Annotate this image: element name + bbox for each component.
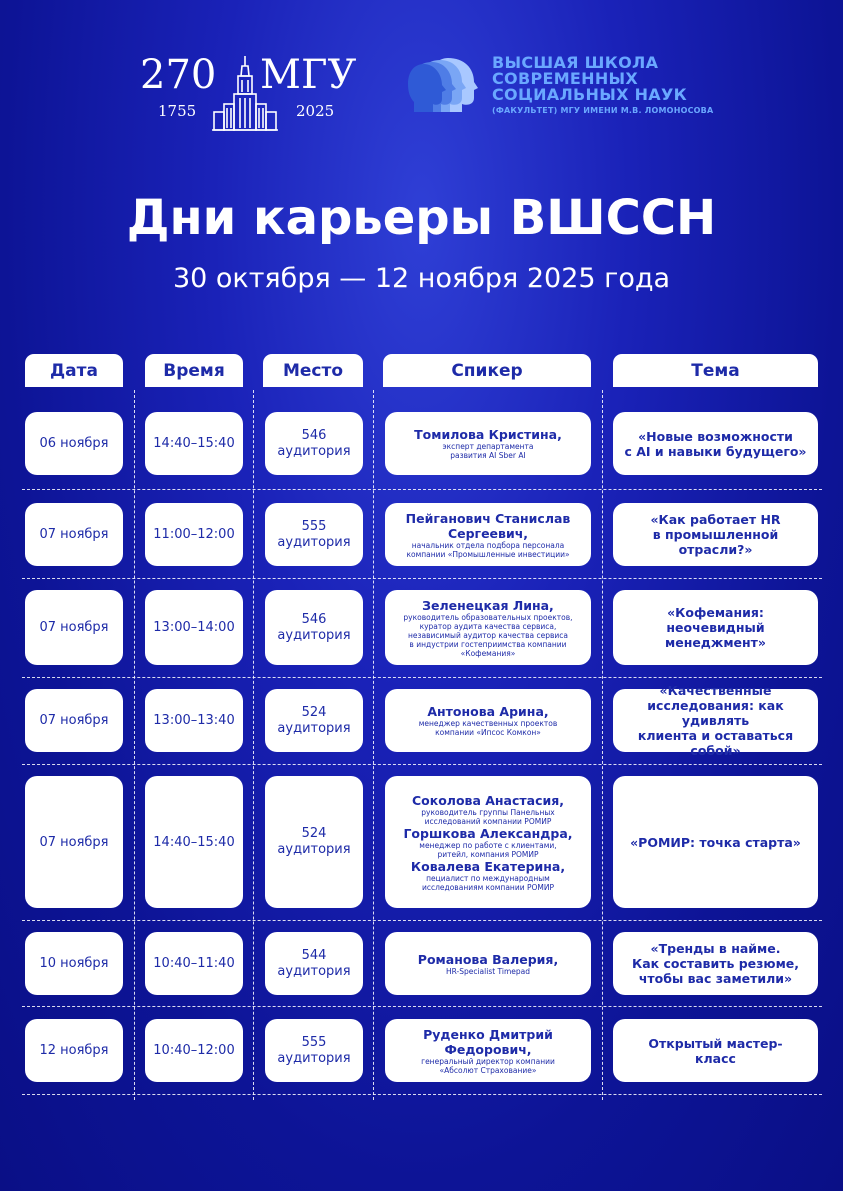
topic-line: класс xyxy=(695,1050,736,1066)
speaker-entry xyxy=(418,952,558,976)
speaker-role-line: «Абсолют Страхование» xyxy=(439,1065,537,1075)
topic-line: «Новые возможности xyxy=(638,428,793,444)
time-text: 14:40–15:40 xyxy=(153,834,235,850)
row-divider xyxy=(22,489,822,490)
room-number: 544 xyxy=(301,947,327,963)
time-text: 11:00–12:00 xyxy=(153,527,235,542)
speaker-entry xyxy=(385,511,591,559)
room-label: аудитория xyxy=(277,1050,351,1066)
date-cell xyxy=(25,1019,123,1082)
speaker-name: Соколова Анастасия, xyxy=(411,792,565,808)
date-text: 06 ноября xyxy=(39,436,109,451)
topic-cell xyxy=(613,590,818,665)
speaker-name: Руденко Дмитрий Федорович, xyxy=(423,1026,553,1057)
speaker-role-line: генеральный директор компании xyxy=(421,1056,555,1066)
column-divider xyxy=(253,390,254,1100)
room-number: 546 xyxy=(301,611,327,627)
msu-270-logo xyxy=(140,52,372,132)
time-text: 10:40–12:00 xyxy=(153,1043,235,1058)
row-divider xyxy=(22,578,822,579)
topic-line: «Качественные xyxy=(659,683,772,698)
speaker-name: Романова Валерия, xyxy=(417,951,559,967)
speaker-role-line: развития AI Sber AI xyxy=(450,451,526,460)
date-cell xyxy=(25,689,123,752)
date-text: 12 ноября xyxy=(39,1043,109,1058)
speaker-entry xyxy=(385,1027,591,1075)
speaker-role-line: начальник отдела подбора персонала xyxy=(411,540,565,550)
place-cell xyxy=(265,503,363,566)
msu-building-icon xyxy=(212,54,278,132)
date-text: 07 ноября xyxy=(39,713,109,728)
room-label: аудитория xyxy=(277,720,351,736)
topic-line: менеджмент» xyxy=(665,635,766,650)
date-cell xyxy=(25,776,123,908)
speaker-entry xyxy=(412,793,564,826)
topic-cell xyxy=(613,776,818,908)
school-faces-logo-icon xyxy=(408,54,488,114)
speaker-entry xyxy=(397,598,578,658)
row-divider xyxy=(22,920,822,921)
topic-line: «Как работает HR xyxy=(650,512,781,527)
speaker-name: Антонова Арина, xyxy=(427,704,549,719)
speaker-entry xyxy=(403,826,572,859)
topic-line: «Кофемания: неочевидный xyxy=(666,605,765,635)
page-subtitle: 30 октября — 12 ноября 2025 года xyxy=(172,263,671,294)
speaker-entry xyxy=(411,859,565,892)
school-name-line-2: СОВРЕМЕННЫХ xyxy=(492,69,639,88)
speaker-role-line: руководитель образовательных проектов, xyxy=(403,612,573,622)
time-text: 13:00–13:40 xyxy=(153,713,235,728)
room-label: аудитория xyxy=(277,443,351,459)
time-cell xyxy=(145,412,243,475)
topic-cell xyxy=(613,503,818,566)
time-cell xyxy=(145,503,243,566)
header-date: Дата xyxy=(25,354,123,387)
speaker-entry xyxy=(413,704,564,737)
time-cell xyxy=(145,776,243,908)
topic-line: в промышленной отрасли?» xyxy=(652,527,779,557)
speaker-role-line: исследованиям компании РОМИР xyxy=(422,882,554,892)
header-place: Место xyxy=(263,354,363,387)
date-cell xyxy=(25,412,123,475)
row-divider xyxy=(22,764,822,765)
school-logo-text xyxy=(492,55,713,117)
place-cell xyxy=(265,689,363,752)
header-speaker: Спикер xyxy=(383,354,591,387)
speaker-role-line: компании «Промышленные инвестиции» xyxy=(406,549,570,559)
topic-cell xyxy=(613,412,818,475)
column-divider xyxy=(373,390,374,1100)
speaker-role-line: исследований компании РОМИР xyxy=(424,816,552,826)
room-number: 555 xyxy=(301,518,327,534)
date-text: 07 ноября xyxy=(39,834,109,850)
date-text: 07 ноября xyxy=(39,620,109,635)
time-cell xyxy=(145,689,243,752)
speaker-role-line: компании «Ипсос Комкон» xyxy=(435,728,541,737)
date-cell xyxy=(25,503,123,566)
speaker-role-line: куратор аудита качества сервиса, xyxy=(419,621,557,631)
row-divider xyxy=(22,1006,822,1007)
speaker-cell xyxy=(385,776,591,908)
time-text: 10:40–11:40 xyxy=(153,956,235,971)
topic-line: Открытый мастер- xyxy=(648,1035,783,1051)
speaker-name: Пейганович Станислав Сергеевич, xyxy=(405,510,571,541)
speaker-role-line: менеджер по работе с клиентами, xyxy=(419,840,557,850)
speaker-entry xyxy=(414,427,562,460)
speaker-role-line: HR-Specialist Timepad xyxy=(445,966,531,976)
speaker-name: Горшкова Александра, xyxy=(403,825,573,841)
speaker-role-line: руководитель группы Панельных xyxy=(421,807,555,817)
speaker-role-line: пециалист по международным xyxy=(426,873,550,883)
topic-cell xyxy=(613,932,818,995)
speaker-name: Зеленецкая Лина, xyxy=(422,597,554,613)
place-cell xyxy=(265,590,363,665)
room-label: аудитория xyxy=(277,842,351,857)
time-cell xyxy=(145,932,243,995)
time-cell xyxy=(145,1019,243,1082)
speaker-cell xyxy=(385,1019,591,1082)
room-label: аудитория xyxy=(277,534,351,550)
topic-line: клиента и оставаться собой» xyxy=(637,728,794,758)
column-divider xyxy=(134,390,135,1100)
topic-line: с AI и навыки будущего» xyxy=(624,443,807,459)
topic-line: чтобы вас заметили» xyxy=(638,971,793,986)
place-cell xyxy=(265,1019,363,1082)
msu-year-end: 2025 xyxy=(296,102,335,120)
speaker-role-line: ритейл, компания РОМИР xyxy=(437,849,539,859)
topic-cell xyxy=(613,1019,818,1082)
date-cell xyxy=(25,932,123,995)
speaker-role-line: менеджер качественных проектов xyxy=(418,719,558,728)
place-cell xyxy=(265,776,363,908)
header-topic: Тема xyxy=(613,354,818,387)
topic-line: «Тренды в найме. xyxy=(650,941,781,956)
speaker-cell xyxy=(385,689,591,752)
room-number: 524 xyxy=(301,704,327,720)
school-name-line-3: СОЦИАЛЬНЫХ НАУК xyxy=(492,85,688,104)
speaker-role-line: независимый аудитор качества сервиса xyxy=(407,630,568,640)
page-title: Дни карьеры ВШССН xyxy=(126,190,717,246)
row-divider xyxy=(22,1094,822,1095)
topic-line: исследования: как удивлять xyxy=(647,698,784,728)
date-cell xyxy=(25,590,123,665)
time-cell xyxy=(145,590,243,665)
topic-cell xyxy=(613,683,818,758)
speaker-cell xyxy=(385,932,591,995)
room-label: аудитория xyxy=(277,627,351,643)
school-name-line-1: ВЫСШАЯ ШКОЛА xyxy=(492,53,659,72)
time-text: 14:40–15:40 xyxy=(153,436,235,451)
msu-anniversary-number: 270 xyxy=(140,52,217,98)
speaker-role-line: в индустрии гостеприимства компании xyxy=(409,639,567,649)
topic-line: «РОМИР: точка старта» xyxy=(630,834,801,850)
date-text: 10 ноября xyxy=(39,956,109,971)
speaker-name: Томилова Кристина, xyxy=(414,427,562,442)
room-number: 546 xyxy=(301,427,327,443)
speaker-role-line: эксперт департамента xyxy=(442,442,534,451)
column-divider xyxy=(602,390,603,1100)
speaker-cell xyxy=(385,590,591,665)
speaker-cell xyxy=(385,412,591,475)
topic-line: Как составить резюме, xyxy=(631,956,800,971)
time-text: 13:00–14:00 xyxy=(153,620,235,635)
header-time: Время xyxy=(145,354,243,387)
room-number: 555 xyxy=(301,1034,327,1050)
date-text: 07 ноября xyxy=(39,527,109,542)
room-number: 524 xyxy=(301,826,327,841)
place-cell xyxy=(265,412,363,475)
speaker-name: Ковалева Екатерина, xyxy=(410,858,566,874)
place-cell xyxy=(265,932,363,995)
msu-year-start: 1755 xyxy=(158,102,197,120)
room-label: аудитория xyxy=(277,963,351,979)
row-divider xyxy=(22,677,822,678)
speaker-cell xyxy=(385,503,591,566)
speaker-role-line: «Кофемания» xyxy=(460,648,516,658)
school-name-subline: (ФАКУЛЬТЕТ) МГУ ИМЕНИ М.В. ЛОМОНОСОВА xyxy=(492,106,714,115)
msu-name: МГУ xyxy=(260,52,357,98)
